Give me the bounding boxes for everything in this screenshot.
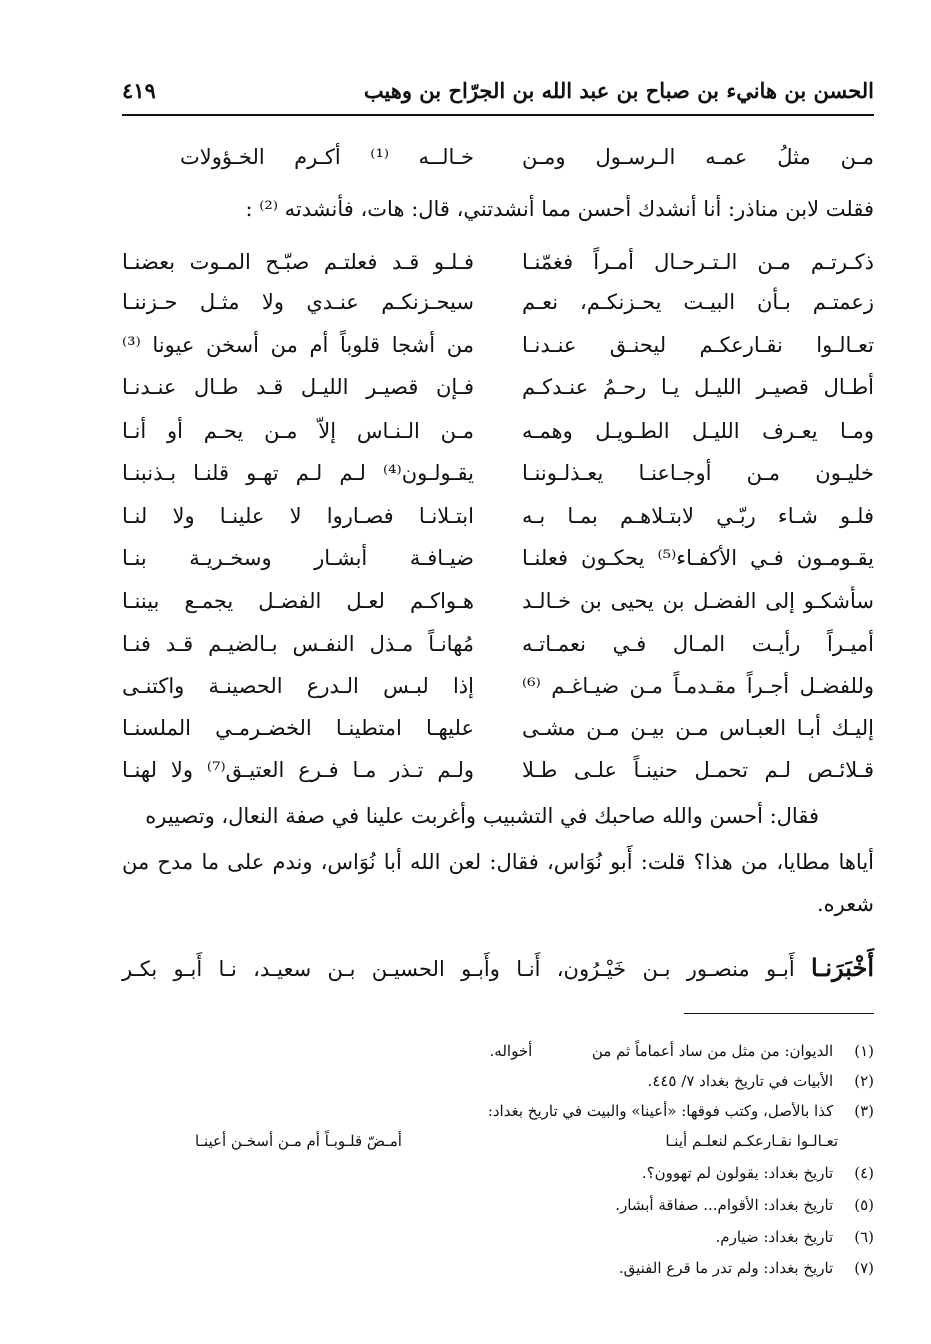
footnote-3 [488,1096,874,1126]
poem-verse-4-first: أطـال قصيـر الليـل يـا رحـمُ عنـدكـم [522,375,874,399]
poem-verse-9-second: هـواكـم لعـل الفضـل يجمـع بيننـا [122,589,474,613]
page-number: ٤١٩ [122,78,156,103]
poem-verse-10-first: أميـراً رأيـت المـال فـي نعمـاتـه [522,632,874,656]
opening-verse-second-hemistich: خـالــه ⁽¹⁾ أكـرم الخـؤولات [180,145,474,169]
footnote-number: (٦) [854,1228,874,1246]
poem-verse-4-second: فـإن قصيـر الليـل قـد طـال عنـدنـا [122,375,474,399]
poem-verse-3-second: من أشجا قلوباً أم من أسخن عيونا ⁽³⁾ [122,333,474,357]
poem-verse-2-second: سيحـزنكـم عنـدي ولا مثـل حـزننـا [122,290,474,314]
footnote-number: (٧) [854,1259,874,1277]
poem-verse-3-first: تعـالـوا نقـارعكـم ليحنـق عنـدنـا [522,333,874,357]
footnote-2 [648,1066,874,1096]
footnote-number: (٣) [854,1102,874,1120]
opening-verse-first-hemistich: مـن مثلُ عمـه الـرسـول ومـن [522,145,874,169]
footnote-5 [615,1190,874,1220]
poem-verse-13-second: ولـم تـذر مـا فـرع العتيـق⁽⁷⁾ ولا لهنـا [122,758,475,782]
footnote-text: تاريخ بغداد: يقولون لم تهوون؟. [641,1164,834,1182]
poem-verse-6-second: يقـولـون⁽⁴⁾ لـم لـم تهـو قلنـا بـذنبنـا [122,461,474,485]
isnad-lead-word: أَخْبَرَنـا [810,953,874,982]
prose-line-3: شعره. [817,892,874,916]
poem-verse-10-second: مُهانـاً مـذل النفـس بـالضيـم قـد فنـا [122,632,474,656]
page-header [122,78,874,116]
footnote-3-verse-first: تعـالـوا نقـارعكـم لنعلـم أينـا [665,1132,838,1150]
footnote-3-verse-second: أمـضّ قلـوبـاً أم مـن أسخـن أعينـا [195,1132,402,1150]
poem-verse-11-first: وللفضـل أجـراً مقـدمـاً مـن ضيـاغـم ⁽⁶⁾ [522,674,874,698]
footnote-text: الديوان: من مثل من ساد أعماماً ثم من [591,1042,834,1060]
poem-verse-2-first: زعمتـم بـأن البيـت يحـزنكـم، نعـم [522,290,874,314]
poem-verse-12-second: عليهـا امتطينـا الخضـرمـي الملسنـا [122,716,474,740]
footnote-1 [490,1036,874,1066]
poem-verse-9-first: سأشكـو إلى الفضـل بن يحيى بن خـالـد [522,589,874,613]
prose-line-1: فقال: أحسن والله صاحبك في التشبيب وأغربت علينا في صفة النعال، وتصييره [145,804,819,828]
poem-verse-7-first: فلـو شـاء ربّـي لابتـلاهـم بمـا بـه [522,504,874,528]
prose-line-2: أياها مطايا، من هذا؟ قلت: أَبو نُوَاس، فقال: لعن الله أبا نُوَاس، وندم على ما مدح من [122,850,874,874]
poem-verse-11-second: إذا لبـس الـدرع الحصينـة واكتنـى [122,674,474,698]
poem-verse-5-second: مـن الـنـاس إلاّ مـن يحـم أو أنـا [122,419,474,443]
intro-line: فقلت لابن مناذر: أنا أنشدك أحسن مما أنشدتني، قال: هات، فأنشدته ⁽²⁾ : [245,197,874,221]
footnote-number: (١) [854,1042,874,1060]
footnote-text: تاريخ بغداد: ضيارم. [715,1228,834,1246]
poem-verse-6-first: خليـون مـن أوجـاعنـا يعـذلـوننـا [522,461,874,485]
poem-verse-8-second: ضيـافـة أبشـار وسخـريـة بنـا [122,546,474,570]
footnote-text: كذا بالأصل، وكتب فوقها: «أعينا» والبيت في تاريخ بغداد: [487,1102,834,1120]
footnote-6 [716,1222,874,1252]
footnote-text: تاريخ بغداد: ولم تدر ما قرع الفنيق. [618,1259,834,1277]
footnote-4 [642,1158,874,1188]
footnote-number: (٢) [854,1072,874,1090]
poem-verse-13-first: قـلائـص لـم تحمـل حنينـاً علـى طـلا [522,758,874,782]
poem-verse-1-first: ذكـرتـم مـن الـتـرحـال أمـراً فغمّنـا [522,250,874,274]
poem-verse-1-second: فـلـو قـد فعلتـم صبّـح المـوت بعضنـا [122,250,474,274]
footnote-number: (٤) [854,1164,874,1182]
poem-verse-12-first: إليـك أبـا العبـاس مـن بيـن مـن مشـى [522,716,874,740]
poem-verse-8-first: يقـومـون فـي الأكفـاء⁽⁵⁾ يحكـون فعلنـا [522,546,874,570]
isnad-text: أَبـو منصـور بـن خَيْـرُون، أَنـا وأَبـو الحسيـن بـن سعيـد، نـا أَبـو بكـر [122,957,795,981]
poem-verse-5-first: ومـا يعـرف الليـل الطـويـل وهمـه [522,419,874,443]
footnote-text-continuation: أخواله. [489,1042,533,1060]
footnote-number: (٥) [854,1196,874,1214]
footnote-text: تاريخ بغداد: الأقوام... صفاقة أبشار. [615,1196,834,1214]
footnote-text: الأبيات في تاريخ بغداد ٧/ ٤٤٥. [647,1072,834,1090]
isnad-line [122,948,874,989]
poem-verse-7-second: ابتـلانـا فصـاروا لا علينـا ولا لنـا [122,504,474,528]
footnote-divider [684,1013,874,1014]
running-head: الحسن بن هانيء بن صباح بن عبد الله بن الجرّاح بن وهيب [363,78,874,103]
footnote-7 [619,1253,874,1283]
